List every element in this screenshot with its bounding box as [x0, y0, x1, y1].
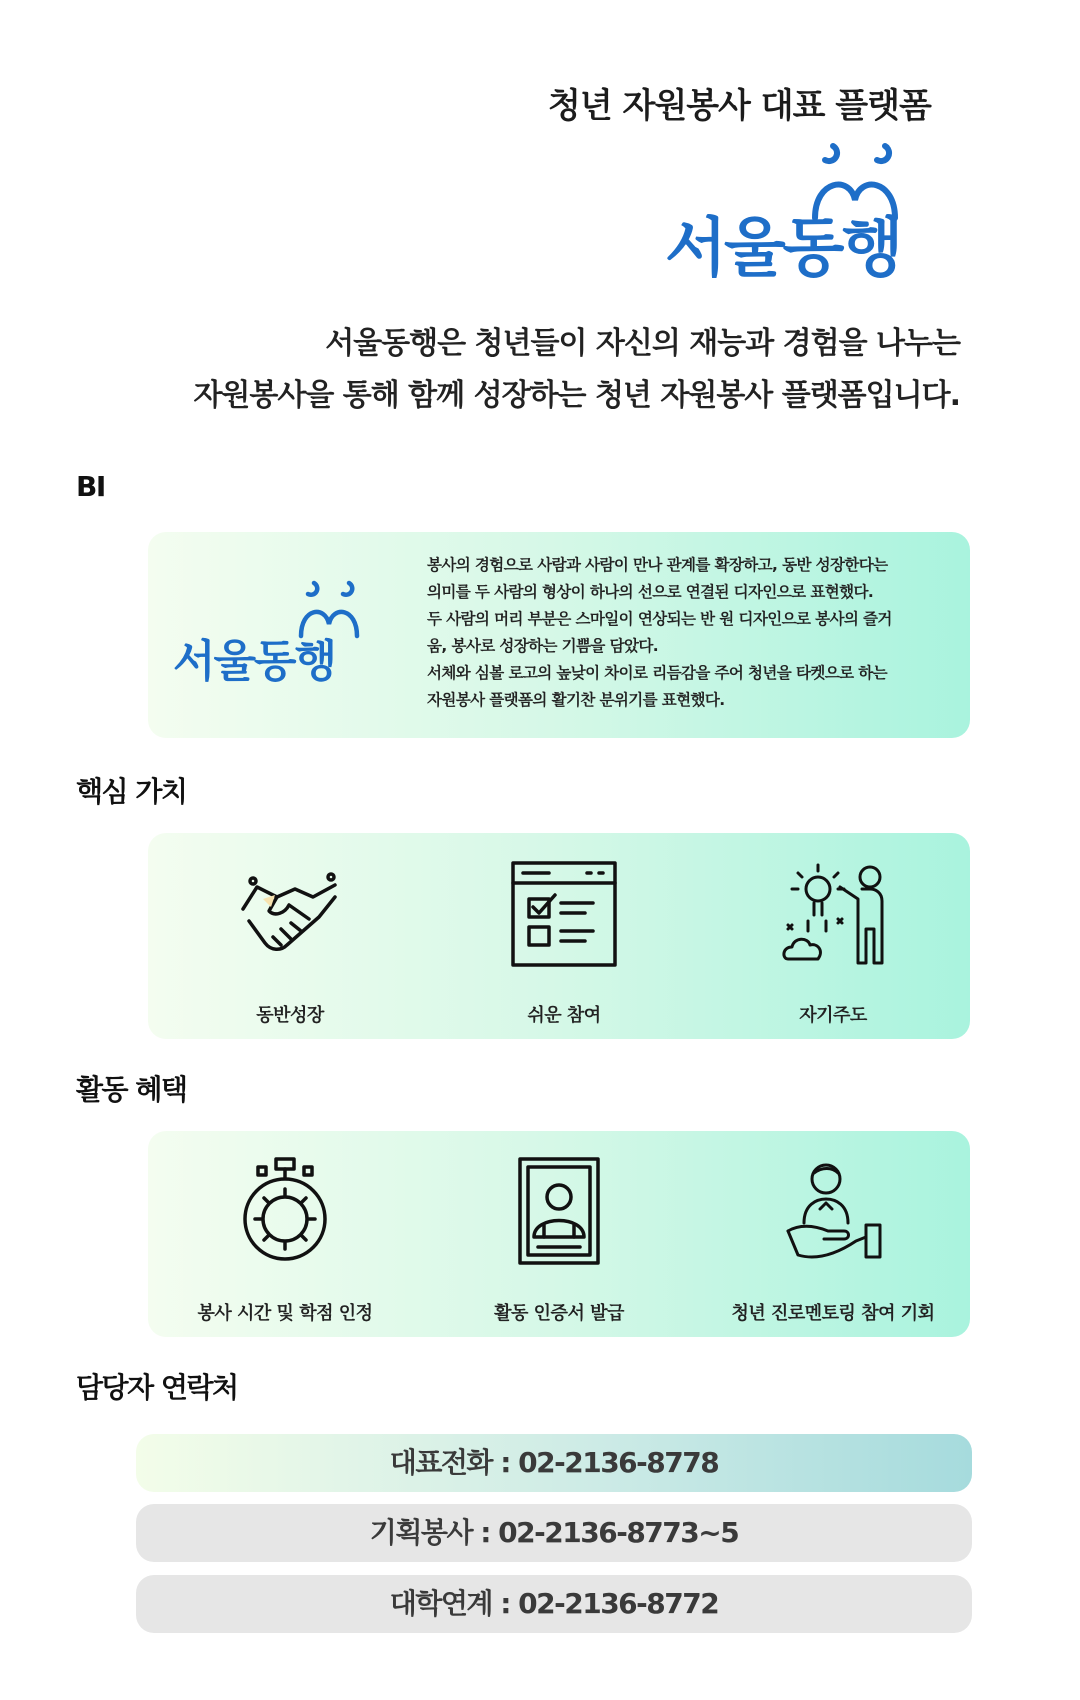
intro-text	[140, 318, 960, 422]
stopwatch-icon	[230, 1157, 340, 1267]
benefit-label: 청년 진로멘토링 참여 기회	[731, 1303, 935, 1324]
benefits-card	[148, 1131, 970, 1337]
core-values-card	[148, 833, 970, 1039]
value-label: 동반성장	[256, 1005, 324, 1026]
value-item-together	[153, 859, 427, 1029]
bi-logo	[173, 572, 363, 698]
benefit-item-certificate	[422, 1157, 696, 1327]
svg-text:서울동행: 서울동행	[173, 636, 336, 687]
bi-line: 자원봉사 플랫폼의 활기찬 분위기를 표현했다.	[427, 691, 725, 709]
value-label: 자기주도	[799, 1005, 867, 1026]
bi-line: 두 사람의 머리 부분은 스마일이 연상되는 반 원 디자인으로 봉사의 즐거	[427, 610, 892, 628]
intro-line-1: 서울동행은 청년들이 자신의 재능과 경험을 나누는	[325, 326, 960, 361]
bi-line: 움, 봉사로 성장하는 기쁨을 담았다.	[427, 637, 658, 655]
checklist-icon	[509, 859, 619, 969]
intro-line-2: 자원봉사을 통해 함께 성장하는 청년 자원봉사 플랫폼입니다.	[193, 378, 960, 413]
bi-line: 의미를 두 사람의 형상이 하나의 선으로 연결된 디자인으로 표현했다.	[427, 583, 874, 601]
contact-university-phone[interactable]: 대학연계 : 02-2136-8772	[136, 1575, 972, 1633]
contact-main-phone[interactable]: 대표전화 : 02-2136-8778	[136, 1434, 972, 1492]
seoul-donghaeng-logo	[665, 130, 935, 290]
benefit-item-hours-credit	[148, 1157, 422, 1327]
section-title-benefits: 활동 혜택	[76, 1073, 187, 1106]
value-label: 쉬운 참여	[527, 1005, 601, 1026]
value-item-easy-participation	[427, 859, 701, 1029]
contact-planning-phone[interactable]: 기획봉사 : 02-2136-8773~5	[136, 1504, 972, 1562]
platform-subtitle: 청년 자원봉사 대표 플랫폼	[548, 86, 931, 126]
handshake-icon	[235, 859, 345, 969]
bi-line: 서체와 심볼 로고의 높낮이 차이로 리듬감을 주어 청년을 타켓으로 하는	[427, 664, 887, 682]
benefit-label: 봉사 시간 및 학점 인정	[197, 1303, 373, 1324]
idea-person-icon	[778, 859, 888, 969]
benefit-label: 활동 인증서 발급	[494, 1303, 624, 1324]
benefit-item-mentoring	[696, 1157, 970, 1327]
section-title-contacts: 담당자 연락처	[76, 1371, 238, 1404]
mentoring-hand-icon	[778, 1157, 888, 1267]
svg-text:서울동행: 서울동행	[665, 212, 901, 286]
section-title-core-values: 핵심 가치	[76, 775, 187, 808]
section-title-bi: BI	[76, 470, 105, 503]
certificate-icon	[504, 1157, 614, 1267]
bi-card	[148, 532, 970, 738]
bi-line: 봉사의 경험으로 사람과 사람이 만나 관계를 확장하고, 동반 성장한다는	[427, 556, 888, 574]
value-item-self-directed	[696, 859, 970, 1029]
bi-description	[427, 552, 967, 714]
